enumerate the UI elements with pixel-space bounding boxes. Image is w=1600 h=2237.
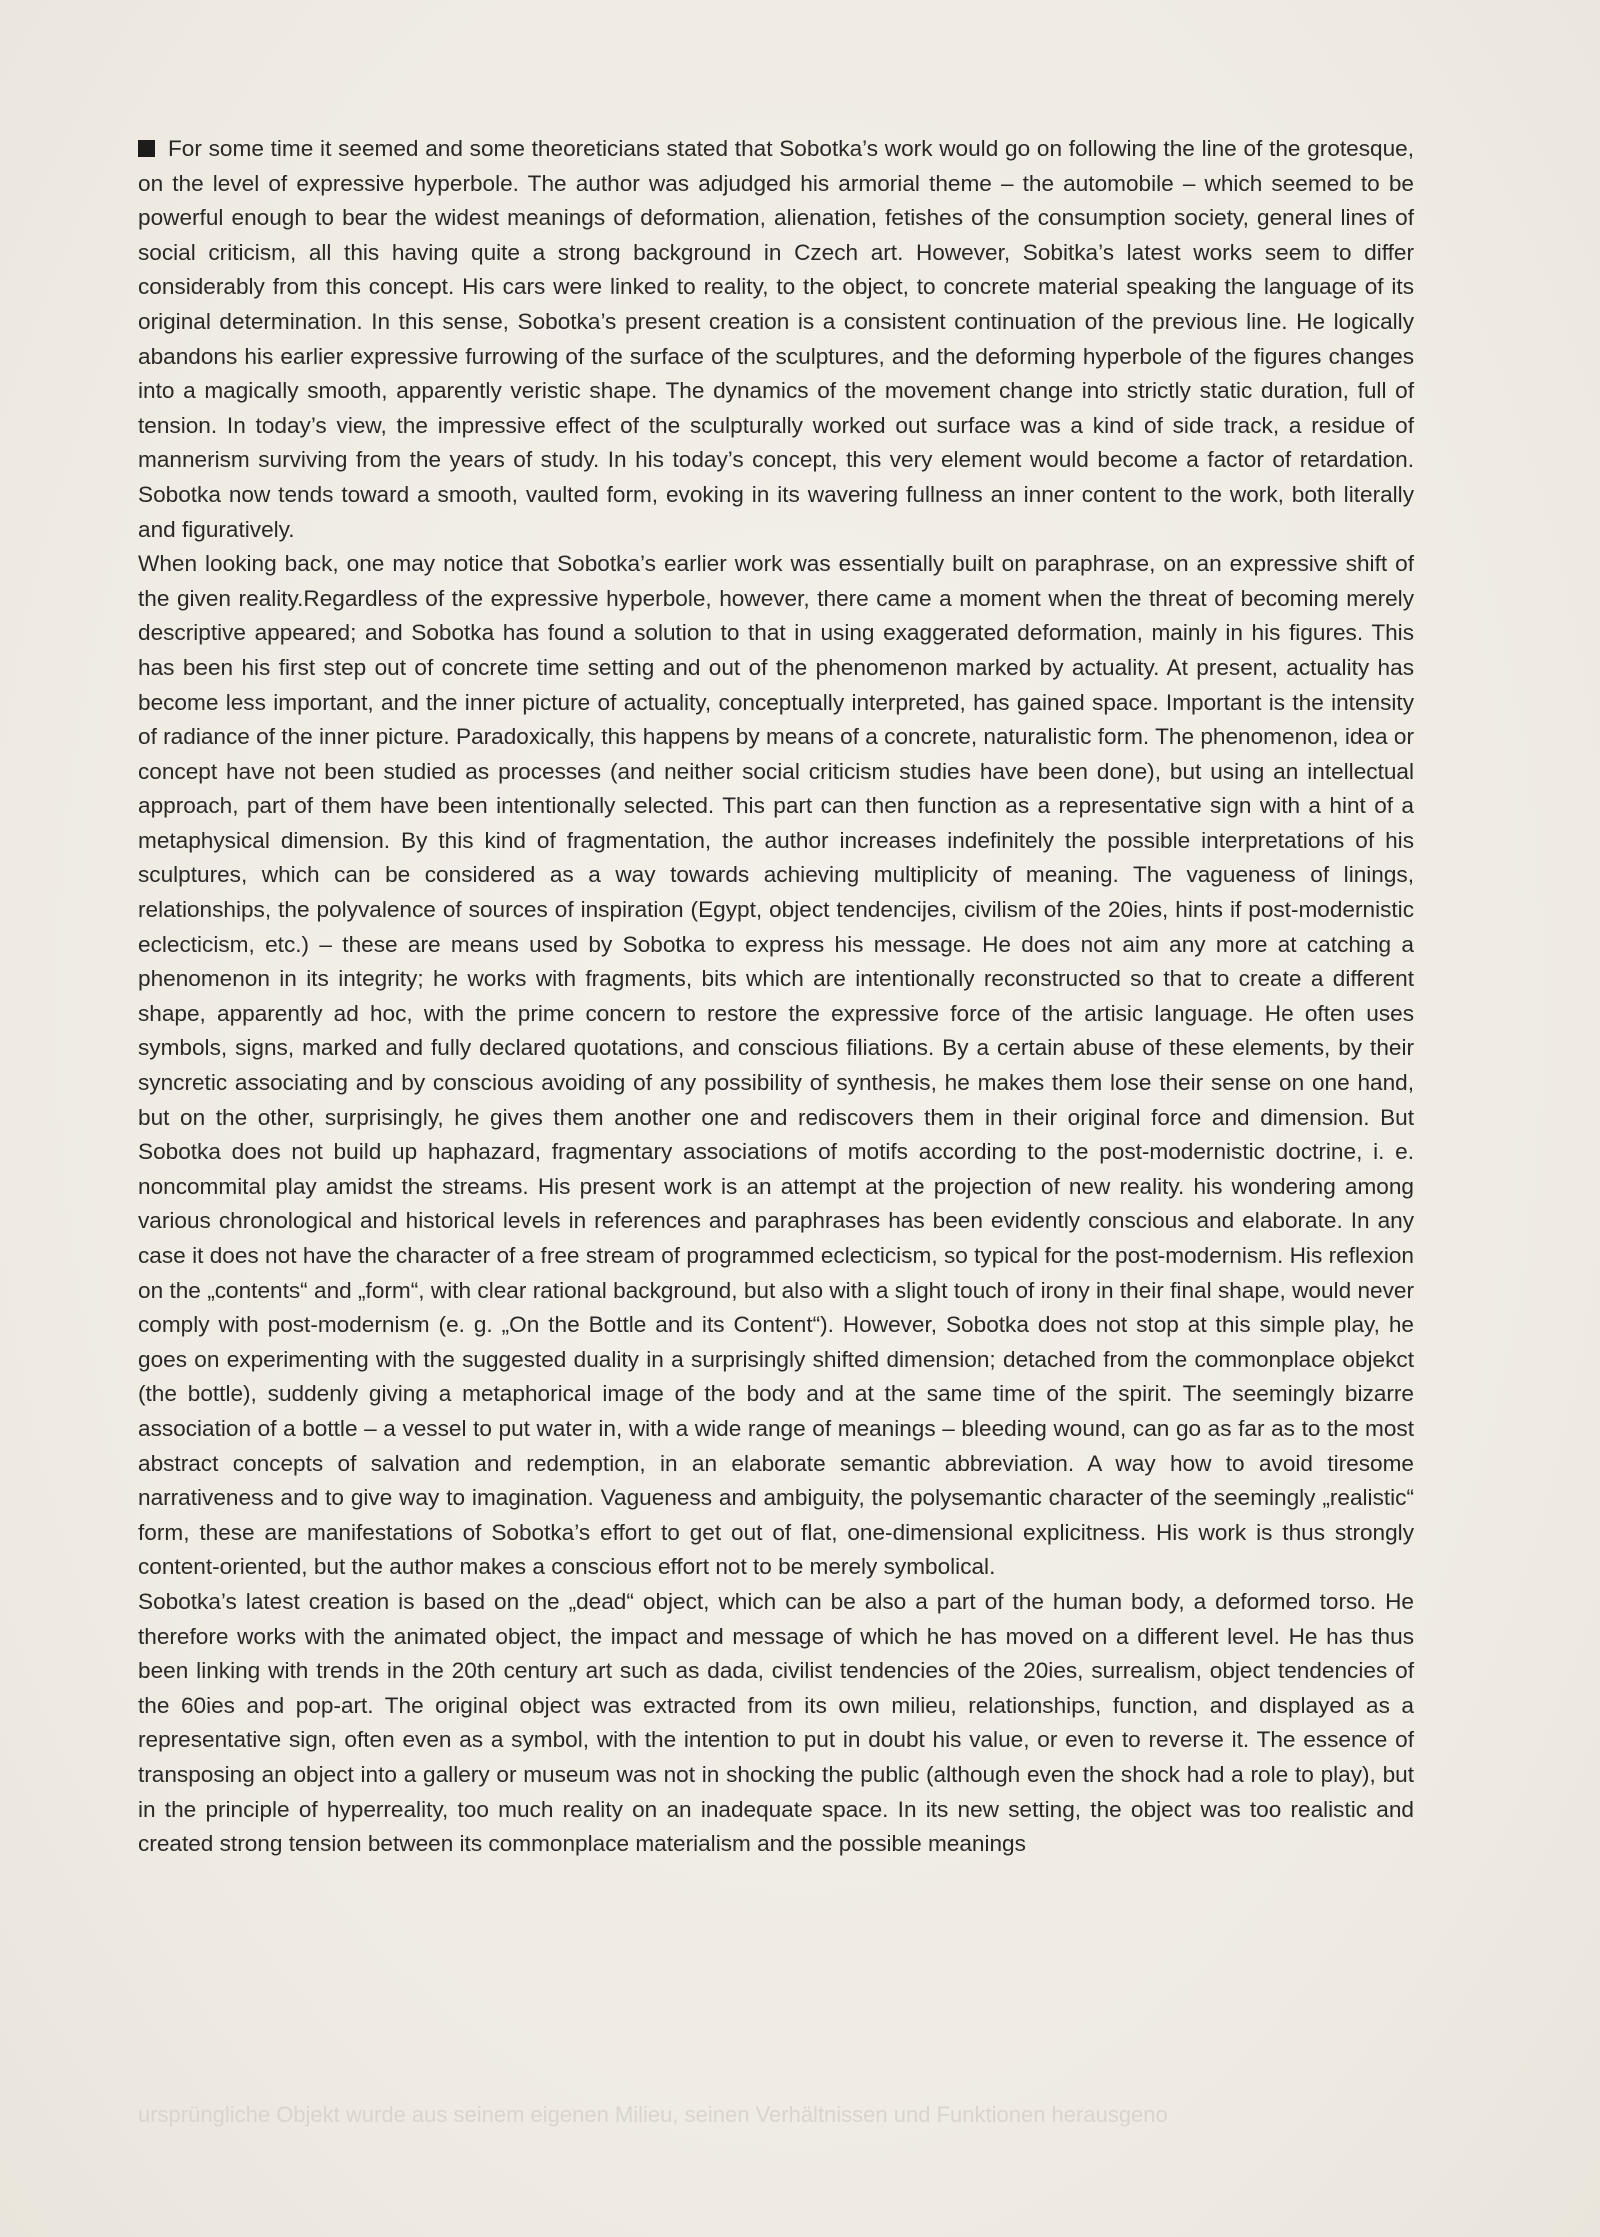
square-bullet-icon: [138, 140, 155, 157]
paragraph-3: Sobotka’s latest creation is based on the „dead“ object, which can be also a part of the human body, a deformed torso. He therefore works with the animated object, the impact and message of which he has moved on a different level. He has thus been linking with trends in the 20th century art such as dada, civilist tendencies of the 20ies, surrealism, object tendencies of the 60ies and pop-art. The original object was extracted from its own milieu, relationships, function, and displayed as a representative sign, often even as a symbol, with the intention to put in doubt his value, or even to reverse it. The essence of transposing an object into a gallery or museum was not in shocking the public (although even the shock had a role to play), but in the principle of hyperreality, too much reality on an inadequate space. In its new setting, the object was too realistic and created strong tension between its commonplace materialism and the possible meanings: [138, 1588, 1414, 1857]
paragraph-1: [138, 132, 1414, 547]
show-through-text: ursprüngliche Objekt wurde aus seinem eigenen Milieu, seinen Verhältnissen und Funktionen herausgeno: [138, 2102, 1168, 2127]
paragraph-1-text: For some time it seemed and some theoreticians stated that Sobotka’s work would go on following the line of the grotesque, on the level of expressive hyperbole. The author was adjudged his armorial theme – the automobile – which seemed to be powerful enough to bear the widest meanings of deformation, alienation, fetishes of the consumption society, general lines of social criticism, all this having quite a strong background in Czech art. However, Sobitka’s latest works seem to differ considerably from this concept. His cars were linked to reality, to the object, to concrete material speaking the language of its original determination. In this sense, Sobotka’s present creation is a consistent continuation of the previous line. He logically abandons his earlier expressive furrowing of the surface of the sculptures, and the deforming hyperbole of the figures changes into a magically smooth, apparently veristic shape. The dynamics of the movement change into strictly static duration, full of tension. In today’s view, the impressive effect of the sculpturally worked out surface was a kind of side track, a residue of mannerism surviving from the years of study. In his today’s concept, this very element would become a factor of retardation. Sobotka now tends toward a smooth, vaulted form, evoking in its wavering fullness an inner content to the work, both literally and figuratively.: [138, 136, 1414, 542]
paragraph-2: When looking back, one may notice that Sobotka’s earlier work was essentially built on paraphrase, on an expressive shift of the given reality.Regardless of the expressive hyperbole, however, there came a moment when the threat of becoming merely descriptive appeared; and Sobotka has found a solution to that in using exaggerated deformation, mainly in his figures. This has been his first step out of concrete time setting and out of the phenomenon marked by actuality. At present, actuality has become less important, and the inner picture of actuality, conceptually interpreted, has gained space. Important is the intensity of radiance of the inner picture. Paradoxically, this happens by means of a concrete, naturalistic form. The phenomenon, idea or concept have not been studied as processes (and neither social criticism studies have been done), but using an intellectual approach, part of them have been intentionally selected. This part can then function as a representative sign with a hint of a metaphysical dimension. By this kind of fragmentation, the author increases indefinitely the possible interpretations of his sculptures, which can be considered as a way towards achieving multiplicity of meaning. The vagueness of linings, relationships, the polyvalence of sources of inspiration (Egypt, object tendencijes, civilism of the 20ies, hints if post-modernistic eclecticism, etc.) – these are means used by Sobotka to express his message. He does not aim any more at catching a phenomenon in its integrity; he works with fragments, bits which are intentionally reconstructed so that to create a different shape, apparently ad hoc, with the prime concern to restore the expressive force of the artisic language. He often uses symbols, signs, marked and fully declared quotations, and conscious filiations. By a certain abuse of these elements, by their syncretic associating and by conscious avoiding of any possibility of synthesis, he makes them lose their sense on one hand, but on the other, surprisingly, he gives them another one and rediscovers them in their original force and dimension. But Sobotka does not build up haphazard, fragmentary associations of motifs according to the post-modernistic doctrine, i. e. noncommital play amidst the streams. His present work is an attempt at the projection of new reality. his wondering among various chronological and historical levels in references and paraphrases has been evidently conscious and elaborate. In any case it does not have the character of a free stream of programmed eclecticism, so typical for the post-modernism. His reflexion on the „contents“ and „form“, with clear rational background, but also with a slight touch of irony in their final shape, would never comply with post-modernism (e. g. „On the Bottle and its Content“). However, Sobotka does not stop at this simple play, he goes on experimenting with the suggested duality in a surprisingly shifted dimension; detached from the commonplace objekct (the bottle), suddenly giving a metaphorical image of the body and at the same time of the spirit. The seemingly bizarre association of a bottle – a vessel to put water in, with a wide range of meanings – bleeding wound, can go as far as to the most abstract concepts of salvation and redemption, in an elaborate semantic abbreviation. A way how to avoid tiresome narrativeness and to give way to imagination. Vagueness and ambiguity, the polysemantic character of the seemingly „realistic“ form, these are manifestations of Sobotka’s effort to get out of flat, one-dimensional explicitness. His work is thus strongly content-oriented, but the author makes a conscious effort not to be merely symbolical.: [138, 551, 1414, 1580]
article-body: [138, 132, 1414, 1862]
